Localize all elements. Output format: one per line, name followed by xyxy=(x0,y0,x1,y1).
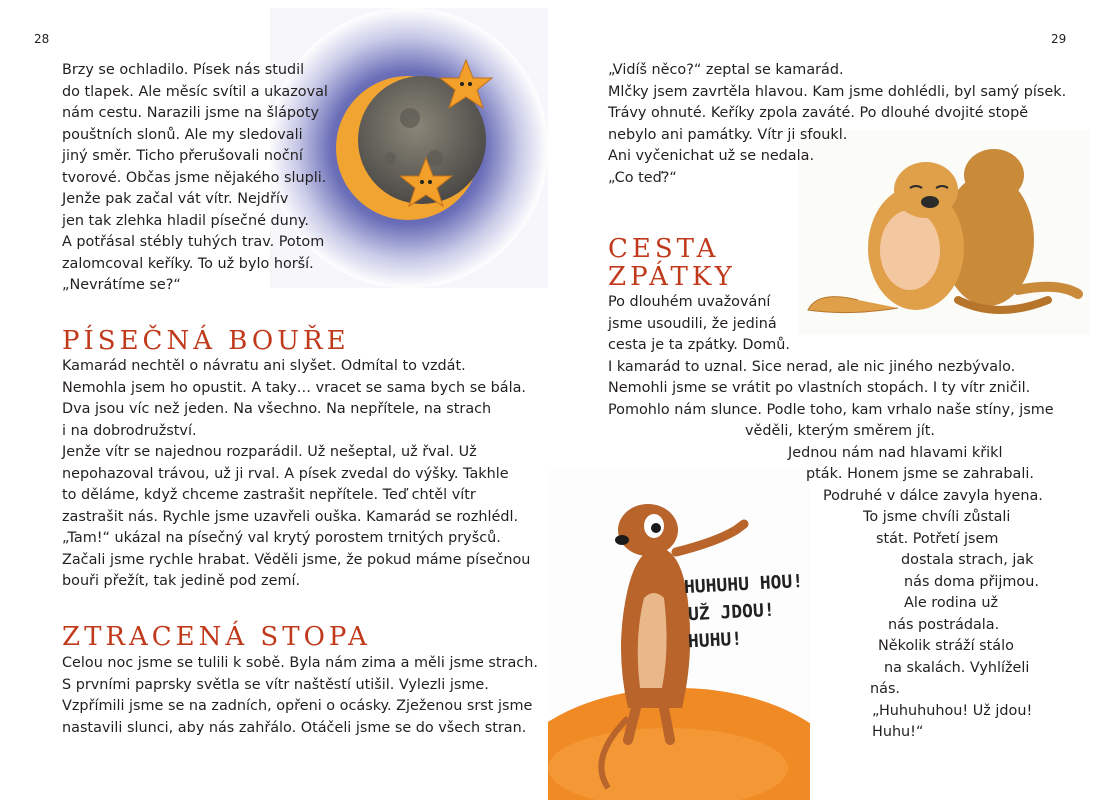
text-line: Pomohlo nám slunce. Podle toho, kam vrhalo naše stíny, jsme xyxy=(608,401,1054,418)
text-line: do tlapek. Ale měsíc svítil a ukazoval xyxy=(62,83,328,100)
text-line: nás doma přijmou. xyxy=(904,573,1039,590)
text-line: Huhu!“ xyxy=(872,724,924,740)
text-line: „Nevrátíme se?“ xyxy=(62,277,181,293)
text-line: „Co teď?“ xyxy=(608,169,677,186)
text-line: jsme usoudili, že jediná xyxy=(608,315,777,332)
text-line: To jsme chvíli zůstali xyxy=(863,509,1011,525)
text-line: A potřásal stébly tuhých trav. Potom xyxy=(62,234,325,250)
text-line: Mlčky jsem zavrtěla hlavou. Kam jsme dohlédli, byl samý písek. xyxy=(608,83,1067,100)
text-line: Nemohla jsem ho opustit. A taky… vracet se sama bych se bála. xyxy=(62,379,526,396)
standing-meerkat-illustration xyxy=(548,468,810,800)
text-line: pták. Honem jsme se zahrabali. xyxy=(806,466,1034,482)
text-line: věděli, kterým směrem jít. xyxy=(745,423,935,439)
text-line: nám cestu. Narazili jsme na šlápoty xyxy=(62,105,320,121)
text-line: Podruhé v dálce zavyla hyena. xyxy=(823,487,1043,504)
text-line: Jenže pak začal vát vítr. Nejdřív xyxy=(62,191,289,207)
text-line: jen tak zlehka hladil písečné duny. xyxy=(62,212,309,229)
right-page xyxy=(548,0,1095,800)
text-line: to děláme, když chceme zastrašit nepřítele. Teď chtěl vítr xyxy=(62,487,476,503)
text-line: „Vidíš něco?“ zeptal se kamarád. xyxy=(608,62,844,78)
sleeping-meerkats-illustration xyxy=(798,130,1090,335)
text-line: Kamarád nechtěl o návratu ani slyšet. Odmítal to vzdát. xyxy=(62,358,466,374)
page-number-right: 29 xyxy=(1051,32,1067,46)
text-line: stát. Potřetí jsem xyxy=(876,530,999,547)
section-heading-lost-trail: ZTRACENÁ STOPA xyxy=(62,622,371,652)
text-line: nás postrádala. xyxy=(888,616,1000,633)
text-line: Dva jsou víc než jeden. Na všechno. Na nepřítele, na strach xyxy=(62,401,492,417)
text-line: nepohazoval trávou, už ji rval. A písek zvedal do výšky. Takhle xyxy=(62,465,509,482)
text-line: Několik stráží stálo xyxy=(878,638,1014,654)
text-line: cesta je ta zpátky. Domů. xyxy=(608,337,790,353)
text-line: Jenže vítr se najednou rozparádil. Už nešeptal, už řval. Už xyxy=(62,444,477,460)
text-line: zastrašit nás. Rychle jsme uzavřeli ouška. Kamarád se rozhlédl. xyxy=(62,508,519,525)
section-heading-sand-storm: PÍSEČNÁ BOUŘE xyxy=(62,326,350,356)
text-line: Celou noc jsme se tulili k sobě. Byla nám zima a měli jsme strach. xyxy=(62,655,538,671)
text-line: „Tam!“ ukázal na písečný val krytý porostem trnitých pryšců. xyxy=(62,530,501,546)
text-line: Brzy se ochladilo. Písek nás studil xyxy=(62,62,305,78)
text-line: Nemohli jsme se vrátit po vlastních stopách. I ty vítr zničil. xyxy=(608,380,1031,396)
text-line: Jednou nám nad hlavami křikl xyxy=(788,444,1003,461)
text-line: Vzpřímili jsme se na zadních, opřeni o ocásky. Zježenou srst jsme xyxy=(62,698,533,714)
text-line: Trávy ohnuté. Keříky zpola zaváté. Po dlouhé dvojité stopě xyxy=(608,105,1029,121)
text-line: nás. xyxy=(870,681,901,697)
text-line: Ani vyčenichat už se nedala. xyxy=(608,148,815,164)
text-line: I kamarád to uznal. Sice nerad, ale nic jiného nezbývalo. xyxy=(608,358,1016,375)
text-line: tvorové. Občas jsme nějakého slupli. xyxy=(62,169,327,186)
text-line: Začali jsme rychle hrabat. Věděli jsme, že pokud máme písečnou xyxy=(62,551,531,568)
text-line: Ale rodina už xyxy=(904,595,998,611)
page-number-left: 28 xyxy=(34,32,50,46)
text-line: dostala strach, jak xyxy=(901,552,1034,568)
text-line: zalomcoval keříky. To už bylo horší. xyxy=(62,255,314,272)
section-heading-way-back-1: CESTA xyxy=(608,234,720,264)
text-line: na skalách. Vyhlíželi xyxy=(884,659,1030,676)
speech-line: UŽ JDOU! xyxy=(687,599,776,626)
text-line: S prvními paprsky světla se vítr naštěstí utišil. Vylezli jsme. xyxy=(62,676,489,693)
text-line: pouštních slonů. Ale my sledovali xyxy=(62,126,303,143)
text-line: i na dobrodružství. xyxy=(62,422,197,439)
speech-line: HUHU! xyxy=(687,628,743,653)
text-line: jiný směr. Ticho přerušovali noční xyxy=(62,148,303,164)
text-line: nebylo ani památky. Vítr ji sfoukl. xyxy=(608,126,848,143)
speech-line: HUHUHU HOU! xyxy=(683,570,804,599)
section-heading-way-back-2: ZPÁTKY xyxy=(608,262,736,292)
text-line: Po dlouhém uvažování xyxy=(608,294,771,310)
text-line: „Huhuhuhou! Už jdou! xyxy=(872,702,1033,719)
text-line: nastavili slunci, aby nás zahřálo. Otáčeli jsme se do všech stran. xyxy=(62,719,527,736)
text-line: bouři přežít, tak jedině pod zemí. xyxy=(62,573,301,589)
